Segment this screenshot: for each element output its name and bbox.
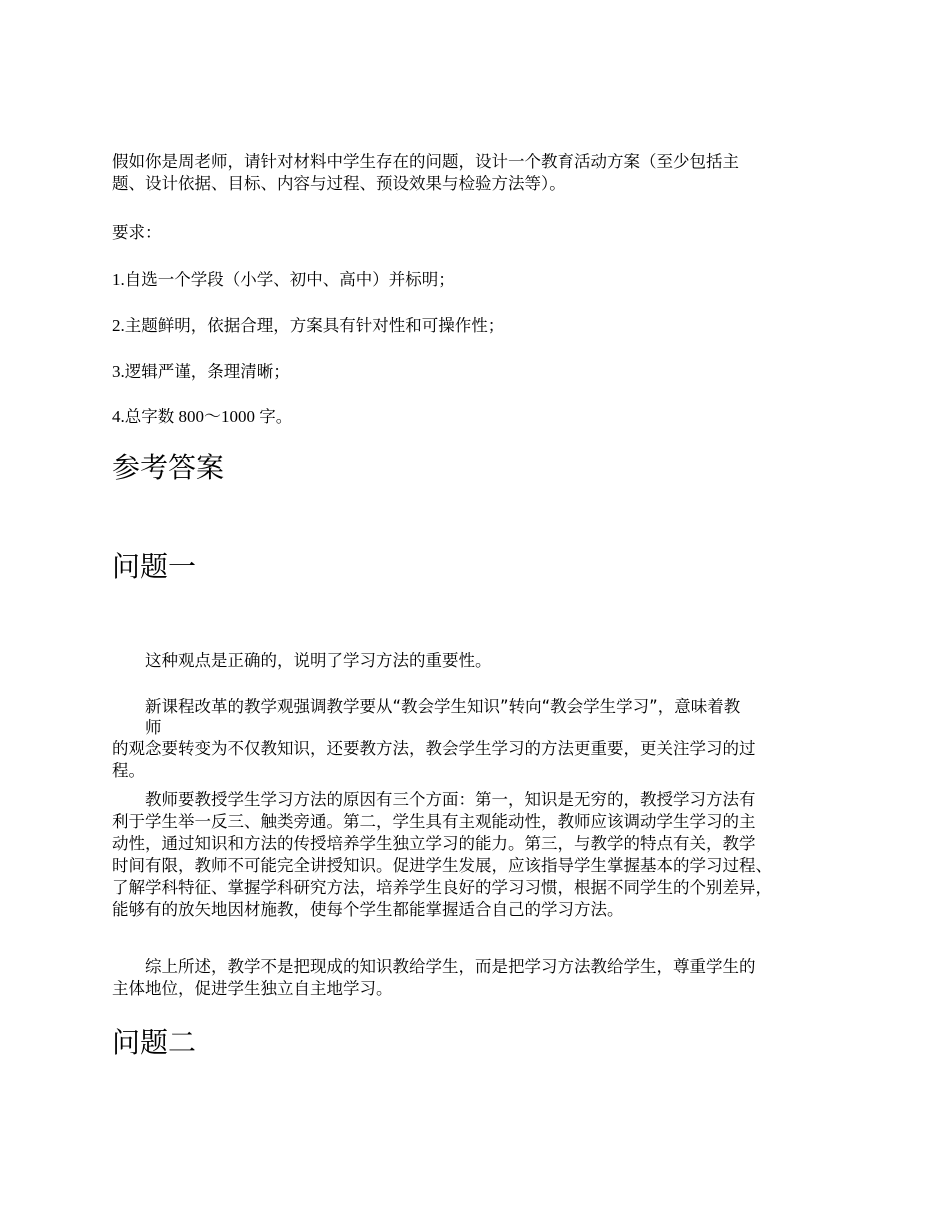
text-line: 能够有的放矢地因材施教，使每个学生都能掌握适合自己的学习方法。: [112, 900, 624, 919]
requirement-item: [112, 406, 857, 428]
requirement-number: 3.: [112, 362, 125, 381]
text-line: 这种观点是正确的，说明了学习方法的重要性。: [145, 651, 492, 670]
question-one-heading: 问题一: [112, 550, 197, 583]
text-line: 综上所述，教学不是把现成的知识教给学生，而是把学习方法教给学生，尊重学生的: [145, 957, 756, 976]
text-line: 了解学科特征、掌握学科研究方法，培养学生良好的学习习惯，根据不同学生的个别差异，: [112, 878, 772, 897]
q1-paragraph-3: [112, 789, 857, 921]
requirement-item: [112, 361, 857, 383]
text-line: 程。: [112, 761, 145, 780]
requirement-text: 自选一个学段（小学、初中、高中）并标明；: [124, 270, 455, 289]
text-line: 师: [145, 718, 162, 737]
requirement-item: [112, 269, 857, 291]
text-line: 的观念要转变为不仅教知识，还要教方法，教会学生学习的方法更重要，更关注学习的过: [112, 739, 756, 758]
text-line: 新课程改革的教学观强调教学要从“教会学生知识”转向“教会学生学习”，意味着教: [145, 697, 741, 716]
q1-paragraph-2: [112, 696, 857, 782]
requirement-text: 总字数: [124, 407, 175, 426]
text-line: 教师要教授学生学习方法的原因有三个方面：第一，知识是无穷的，教授学习方法有: [145, 790, 756, 809]
text-line: 动性，通过知识和方法的传授培养学生独立学习的能力。第三，与教学的特点有关，教学: [112, 834, 756, 853]
answer-heading: 参考答案: [112, 451, 225, 484]
task-prompt: [112, 151, 857, 195]
word-count-range: 800～1000: [174, 407, 260, 426]
requirement-number: 1.: [112, 270, 125, 289]
requirement-text: 逻辑严谨，条理清晰；: [124, 362, 290, 381]
requirements-label: 要求：: [112, 223, 162, 242]
q1-paragraph-1: [112, 650, 857, 672]
requirement-number: 2.: [112, 316, 125, 335]
text-line: 时间有限，教师不可能完全讲授知识。促进学生发展，应该指导学生掌握基本的学习过程、: [112, 856, 772, 875]
text-line: 利于学生举一反三、触类旁通。第二，学生具有主观能动性，教师应该调动学生学习的主: [112, 812, 756, 831]
requirement-text-tail: 字。: [259, 407, 293, 426]
text-line: 题、设计依据、目标、内容与过程、预设效果与检验方法等）。: [112, 174, 566, 193]
text-line: 主体地位，促进学生独立自主地学习。: [112, 979, 393, 998]
q1-paragraph-4: [112, 956, 857, 1000]
requirement-text: 主题鲜明，依据合理，方案具有针对性和可操作性；: [124, 316, 505, 335]
text-line: 假如你是周老师，请针对材料中学生存在的问题，设计一个教育活动方案（至少包括主: [112, 152, 739, 171]
question-two-heading: 问题二: [112, 1026, 197, 1059]
requirement-number: 4.: [112, 407, 125, 426]
requirement-item: [112, 315, 857, 337]
